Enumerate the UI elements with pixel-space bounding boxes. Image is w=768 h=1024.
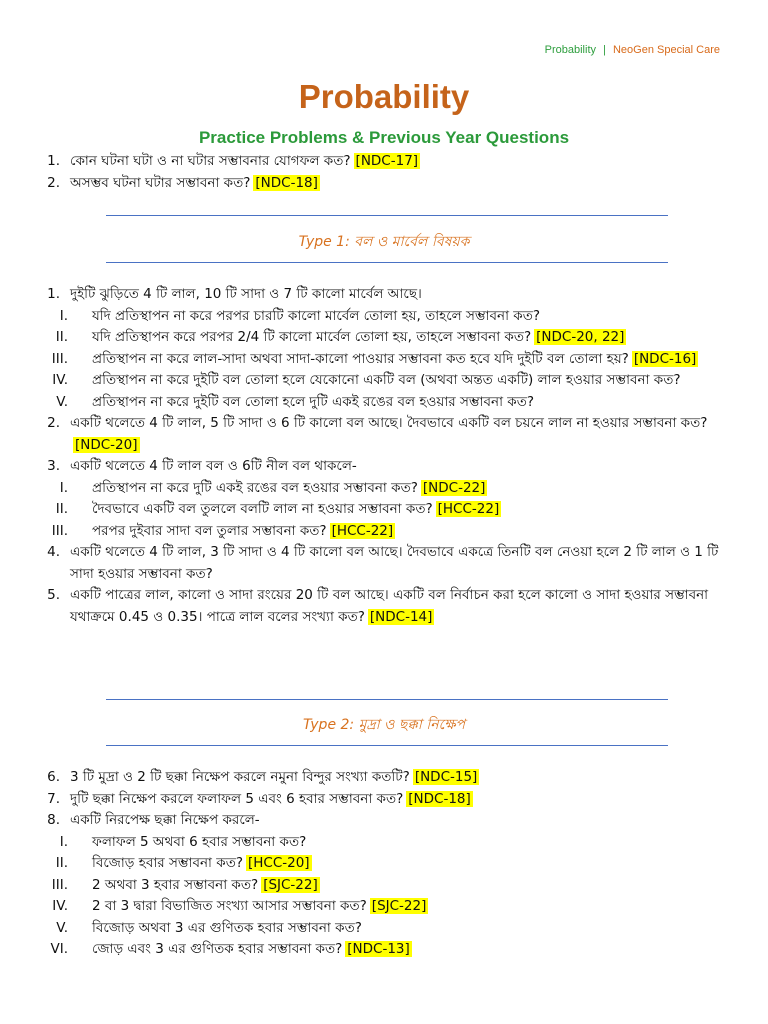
question-number: I. [59, 307, 68, 324]
question-number: I. [59, 833, 68, 850]
question-text: একটি থলেতে 4 টি লাল বল ও 6টি নীল বল থাকলে- [70, 458, 357, 474]
question-body [92, 853, 728, 875]
page-subtitle: Practice Problems & Previous Year Questions [198, 128, 570, 147]
question-number: II. [55, 855, 68, 871]
exam-tag: [SJC-22] [263, 876, 318, 893]
question-number: III. [51, 350, 68, 367]
question-text: 2 অথবা 3 হবার সম্ভাবনা কত? [92, 876, 259, 893]
intro-questions [0, 151, 768, 194]
question-item [0, 939, 768, 961]
question-body [70, 767, 728, 789]
question-body [92, 939, 728, 961]
section1-divider-bottom [106, 262, 668, 263]
question-body [70, 151, 728, 173]
question-text: পরপর দুইবার সাদা বল তুলার সম্ভাবনা কত? [92, 522, 327, 539]
question-item [0, 413, 768, 456]
question-body [70, 810, 728, 832]
exam-tag: [HCC-22] [437, 501, 500, 517]
question-item [0, 521, 768, 543]
exam-tag: [NDC-20, 22] [536, 329, 625, 345]
exam-tag: [NDC-15] [414, 769, 478, 785]
exam-tag: [NDC-18] [255, 174, 318, 191]
question-item [0, 542, 768, 585]
question-number: 2. [47, 174, 60, 191]
question-body [92, 327, 728, 349]
question-text: প্রতিস্থাপন না করে দুটি একই রঙের বল হওয়ার সম্ভাবনা কত? [92, 479, 418, 496]
question-body [92, 521, 728, 543]
question-text: দৈবভাবে একটি বল তুললে বলটি লাল না হওয়ার সম্ভাবনা কত? [92, 501, 433, 517]
question-number: II. [55, 329, 68, 345]
question-text: বিজোড় হবার সম্ভাবনা কত? [92, 855, 243, 871]
question-body [92, 370, 728, 392]
exam-tag: [HCC-20] [247, 855, 310, 871]
exam-tag: [NDC-16] [633, 350, 697, 367]
question-item [0, 832, 768, 854]
question-body [70, 585, 728, 628]
section1-questions [0, 284, 768, 628]
question-text: বিজোড় অথবা 3 এর গুণিতক হবার সম্ভাবনা কত? [92, 919, 362, 936]
question-number: I. [59, 479, 68, 496]
question-body [92, 392, 728, 414]
question-body [92, 306, 728, 328]
question-item [0, 392, 768, 414]
question-body [70, 173, 728, 195]
question-text: 2 বা 3 দ্বারা বিভাজিত সংখ্যা আসার সম্ভাবনা কত? [92, 898, 367, 914]
question-text: অসম্ভব ঘটনা ঘটার সম্ভাবনা কত? [70, 174, 251, 191]
exam-tag: [NDC-13] [347, 941, 410, 957]
question-number: II. [55, 501, 68, 517]
section2-divider-bottom [106, 745, 668, 746]
question-text: যদি প্রতিস্থাপন না করে পরপর চারটি কালো মার্বেল তোলা হয়, তাহলে সম্ভাবনা কত? [92, 307, 541, 324]
question-text: একটি নিরপেক্ষ ছক্কা নিক্ষেপ করলে- [70, 812, 260, 828]
question-item [0, 327, 768, 349]
question-number: III. [51, 522, 68, 539]
question-item [0, 151, 768, 173]
question-number: V. [56, 919, 68, 936]
question-body [92, 478, 728, 500]
question-body [92, 918, 728, 940]
question-text: প্রতিস্থাপন না করে দুইটি বল তোলা হলে দুটি একই রঙের বল হওয়ার সম্ভাবনা কত? [92, 393, 535, 410]
question-item [0, 284, 768, 306]
question-number: 7. [47, 790, 60, 807]
question-text: একটি থলেতে 4 টি লাল, 5 টি সাদা ও 6 টি কালো বল আছে। দৈবভাবে একটি বল চয়নে লাল না হওয়ার সম্ভাবনা কত? [70, 415, 708, 431]
question-number: III. [51, 876, 68, 893]
question-item [0, 585, 768, 628]
question-item [0, 789, 768, 811]
header-subject: Probability [544, 44, 596, 56]
question-item [0, 349, 768, 371]
question-number: 8. [47, 812, 60, 828]
question-item [0, 918, 768, 940]
question-item [0, 896, 768, 918]
exam-tag: [SJC-22] [371, 898, 427, 914]
question-body [92, 832, 728, 854]
question-body [92, 875, 728, 897]
question-text: কোন ঘটনা ঘটা ও না ঘটার সম্ভাবনার যোগফল কত? [70, 153, 351, 169]
question-body [70, 542, 728, 585]
exam-tag: [HCC-22] [331, 522, 394, 539]
section2-divider-top [106, 699, 668, 700]
question-body [92, 499, 728, 521]
question-body [70, 284, 728, 306]
question-item [0, 456, 768, 478]
question-text: দুইটি ঝুড়িতে 4 টি লাল, 10 টি সাদা ও 7 টি কালো মার্বেল আছে। [70, 286, 422, 302]
question-number: IV. [52, 898, 68, 914]
question-body [70, 456, 728, 478]
question-number: 1. [47, 286, 60, 302]
header-brand: NeoGen Special Care [612, 44, 720, 56]
question-text: দুটি ছক্কা নিক্ষেপ করলে ফলাফল 5 এবং 6 হবার সম্ভাবনা কত? [70, 790, 404, 807]
header-separator: | [603, 44, 606, 56]
question-text: প্রতিস্থাপন না করে লাল-সাদা অথবা সাদা-কালো পাওয়ার সম্ভাবনা কত হবে যদি দুইটি বল তোলা হয়? [92, 350, 629, 367]
question-number: 5. [47, 587, 60, 603]
question-item [0, 853, 768, 875]
section2-questions [0, 767, 768, 961]
question-item [0, 875, 768, 897]
question-text: একটি থলেতে 4 টি লাল, 3 টি সাদা ও 4 টি কালো বল আছে। দৈবভাবে একত্রে তিনটি বল নেওয়া হলে 2 টি লাল ও 1 টি সাদা হওয়ার সম্ভাবনা কত? [70, 544, 719, 582]
question-number: 4. [47, 544, 60, 560]
exam-tag: [NDC-17] [355, 153, 419, 169]
question-item [0, 306, 768, 328]
question-body [70, 789, 728, 811]
exam-tag: [NDC-18] [408, 790, 471, 807]
question-text: একটি পাত্রের লাল, কালো ও সাদা রংয়ের 20 টি বল আছে। একটি বল নির্বাচন করা হলে কালো ও সাদা হওয়ার সম্ভাবনা যথাক্রমে 0.45 ও 0.35। পাত্রে লাল বলের সংখ্যা কত? [70, 587, 709, 625]
question-text: ফলাফল 5 অথবা 6 হবার সম্ভাবনা কত? [92, 833, 307, 850]
question-number: 2. [47, 415, 60, 431]
page-title: Probability [298, 78, 470, 115]
question-number: 3. [47, 458, 60, 474]
question-number: IV. [52, 372, 68, 388]
question-number: V. [56, 393, 68, 410]
question-number: VI. [50, 941, 68, 957]
question-body [92, 896, 728, 918]
exam-tag: [NDC-20] [75, 436, 138, 453]
section1-title: Type 1: বল ও মার্বেল বিষয়ক [298, 234, 470, 250]
question-item [0, 478, 768, 500]
question-body [70, 413, 728, 456]
question-text: 3 টি মুদ্রা ও 2 টি ছক্কা নিক্ষেপ করলে নমুনা বিন্দুর সংখ্যা কতটি? [70, 769, 410, 785]
page-header [545, 44, 720, 56]
question-number: 6. [47, 769, 60, 785]
question-text: জোড় এবং 3 এর গুণিতক হবার সম্ভাবনা কত? [92, 941, 343, 957]
question-number: 1. [47, 153, 60, 169]
section1-divider-top [106, 215, 668, 216]
question-item [0, 173, 768, 195]
exam-tag: [NDC-14] [369, 608, 433, 625]
question-text: যদি প্রতিস্থাপন করে পরপর 2/4 টি কালো মার্বেল তোলা হয়, তাহলে সম্ভাবনা কত? [92, 329, 532, 345]
question-body [92, 349, 728, 371]
question-item [0, 810, 768, 832]
section2-title: Type 2: মুদ্রা ও ছক্কা নিক্ষেপ [302, 717, 466, 733]
question-item [0, 499, 768, 521]
question-item [0, 767, 768, 789]
question-text: প্রতিস্থাপন না করে দুইটি বল তোলা হলে যেকোনো একটি বল (অথবা অন্তত একটি) লাল হওয়ার সম্ভাবনা কত? [92, 372, 681, 388]
exam-tag: [NDC-22] [422, 479, 486, 496]
question-item [0, 370, 768, 392]
